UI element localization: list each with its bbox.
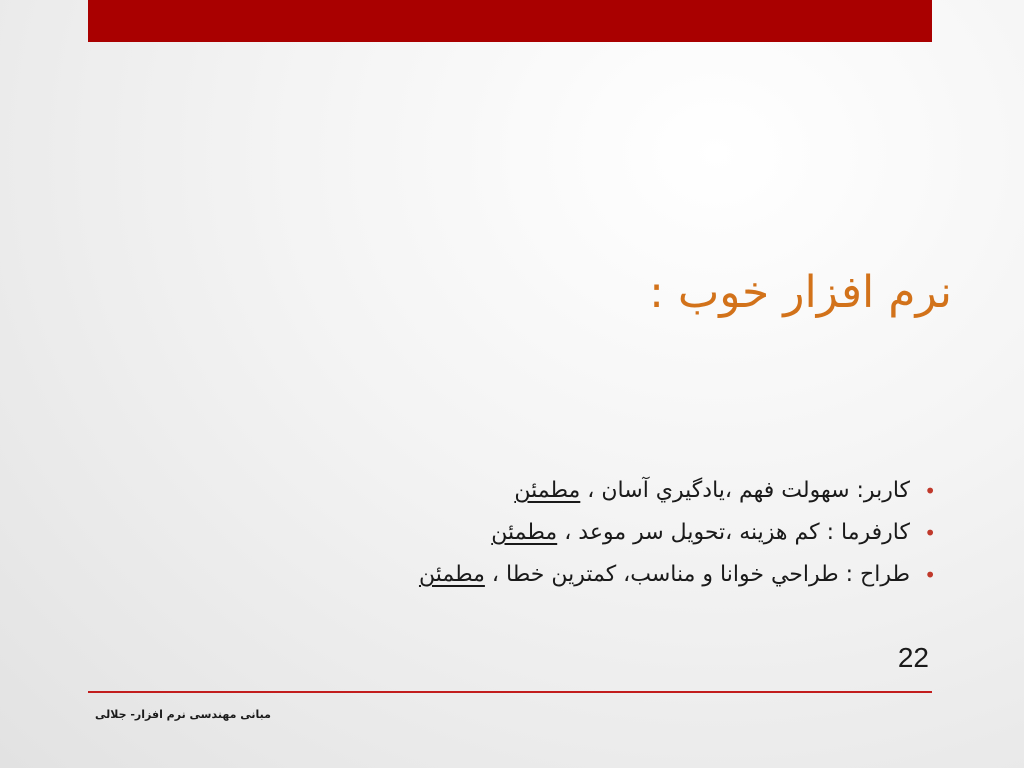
top-accent-bar (88, 0, 932, 42)
bullet-marker: • (924, 563, 936, 587)
bullet-emphasis: مطمئن (491, 520, 558, 545)
bullet-item-client (176, 512, 936, 554)
bullet-emphasis: مطمئن (418, 562, 485, 587)
bullet-marker: • (924, 521, 936, 545)
bullet-item-user (176, 470, 936, 512)
slide-title: نرم افزار خوب : (649, 267, 952, 318)
bullet-emphasis: مطمئن (514, 478, 581, 503)
bullet-text: کاربر: سهولت فهم ،يادگيري آسان ، (580, 478, 910, 503)
bullet-text: کارفرما : کم هزينه ،تحويل سر موعد ، (557, 520, 910, 545)
bullet-list (176, 470, 936, 596)
slide-number: 22 (897, 642, 929, 673)
bullet-text: طراح : طراحي خوانا و مناسب، کمترين خطا ، (484, 562, 910, 587)
bullet-item-designer (176, 554, 936, 596)
footer-text: مبانی مهندسی نرم افزار- جلالی (95, 708, 271, 721)
footer-divider (88, 691, 932, 693)
bullet-marker: • (924, 479, 936, 503)
